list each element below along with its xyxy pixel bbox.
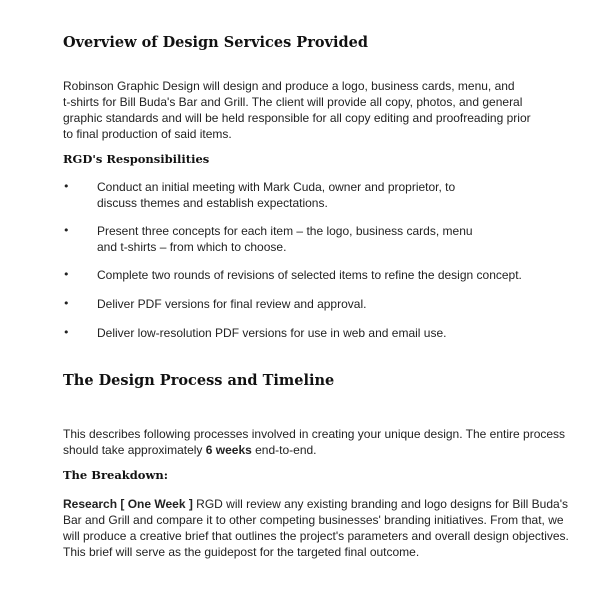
text-run: end-to-end.: [251, 443, 317, 457]
list-item-line: discuss themes and establish expectations.: [97, 196, 328, 210]
overview-paragraph: [63, 78, 553, 142]
research-label: Research [ One Week ]: [63, 497, 193, 511]
paragraph-line: to final production of said items.: [63, 127, 232, 141]
duration-highlight: 6 weeks: [205, 443, 252, 457]
breakdown-heading: The Breakdown:: [63, 468, 168, 482]
bullet-marker: •: [63, 180, 70, 193]
section-heading-process: The Design Process and Timeline: [63, 372, 335, 389]
list-item-line: Present three concepts for each item – the logo, business cards, menu: [97, 224, 473, 238]
list-item-line: Deliver low-resolution PDF versions for use in web and email use.: [97, 326, 447, 340]
paragraph-line: will produce a creative brief that outlines the project's parameters and overall design objectives.: [63, 529, 569, 543]
paragraph-line: This describes following processes involved in creating your unique design. The entire process: [63, 427, 566, 441]
list-item-line: Deliver PDF versions for final review and approval.: [97, 297, 367, 311]
paragraph-line: This brief will serve as the guidepost for the targeted final outcome.: [63, 545, 420, 559]
process-paragraph: [63, 426, 566, 458]
paragraph-line: graphic standards and will be held responsible for all copy editing and proofreading prior: [63, 111, 531, 125]
bullet-marker: •: [63, 297, 70, 310]
text-run: RGD will review any existing branding and logo designs for Bill Buda's: [192, 497, 568, 511]
bullet-marker: •: [63, 224, 70, 237]
text-run: should take approximately: [63, 443, 206, 457]
research-paragraph: [63, 496, 569, 560]
paragraph-line: [63, 496, 568, 512]
paragraph-line: Bar and Grill and compare it to other competing businesses' branding initiatives. From that, we: [63, 513, 564, 527]
bullet-marker: •: [63, 326, 70, 339]
responsibilities-heading: RGD's Responsibilities: [63, 152, 210, 166]
section-heading-overview: Overview of Design Services Provided: [63, 34, 368, 51]
paragraph-line: t-shirts for Bill Buda's Bar and Grill. The client will provide all copy, photos, and general: [63, 95, 523, 109]
list-item-line: Complete two rounds of revisions of selected items to refine the design concept.: [97, 268, 522, 282]
list-item-line: and t-shirts – from which to choose.: [97, 240, 287, 254]
paragraph-line: Robinson Graphic Design will design and produce a logo, business cards, menu, and: [63, 79, 515, 93]
bullet-marker: •: [63, 268, 70, 281]
list-item-line: Conduct an initial meeting with Mark Cuda, owner and proprietor, to: [97, 180, 456, 194]
paragraph-line: [63, 442, 553, 458]
